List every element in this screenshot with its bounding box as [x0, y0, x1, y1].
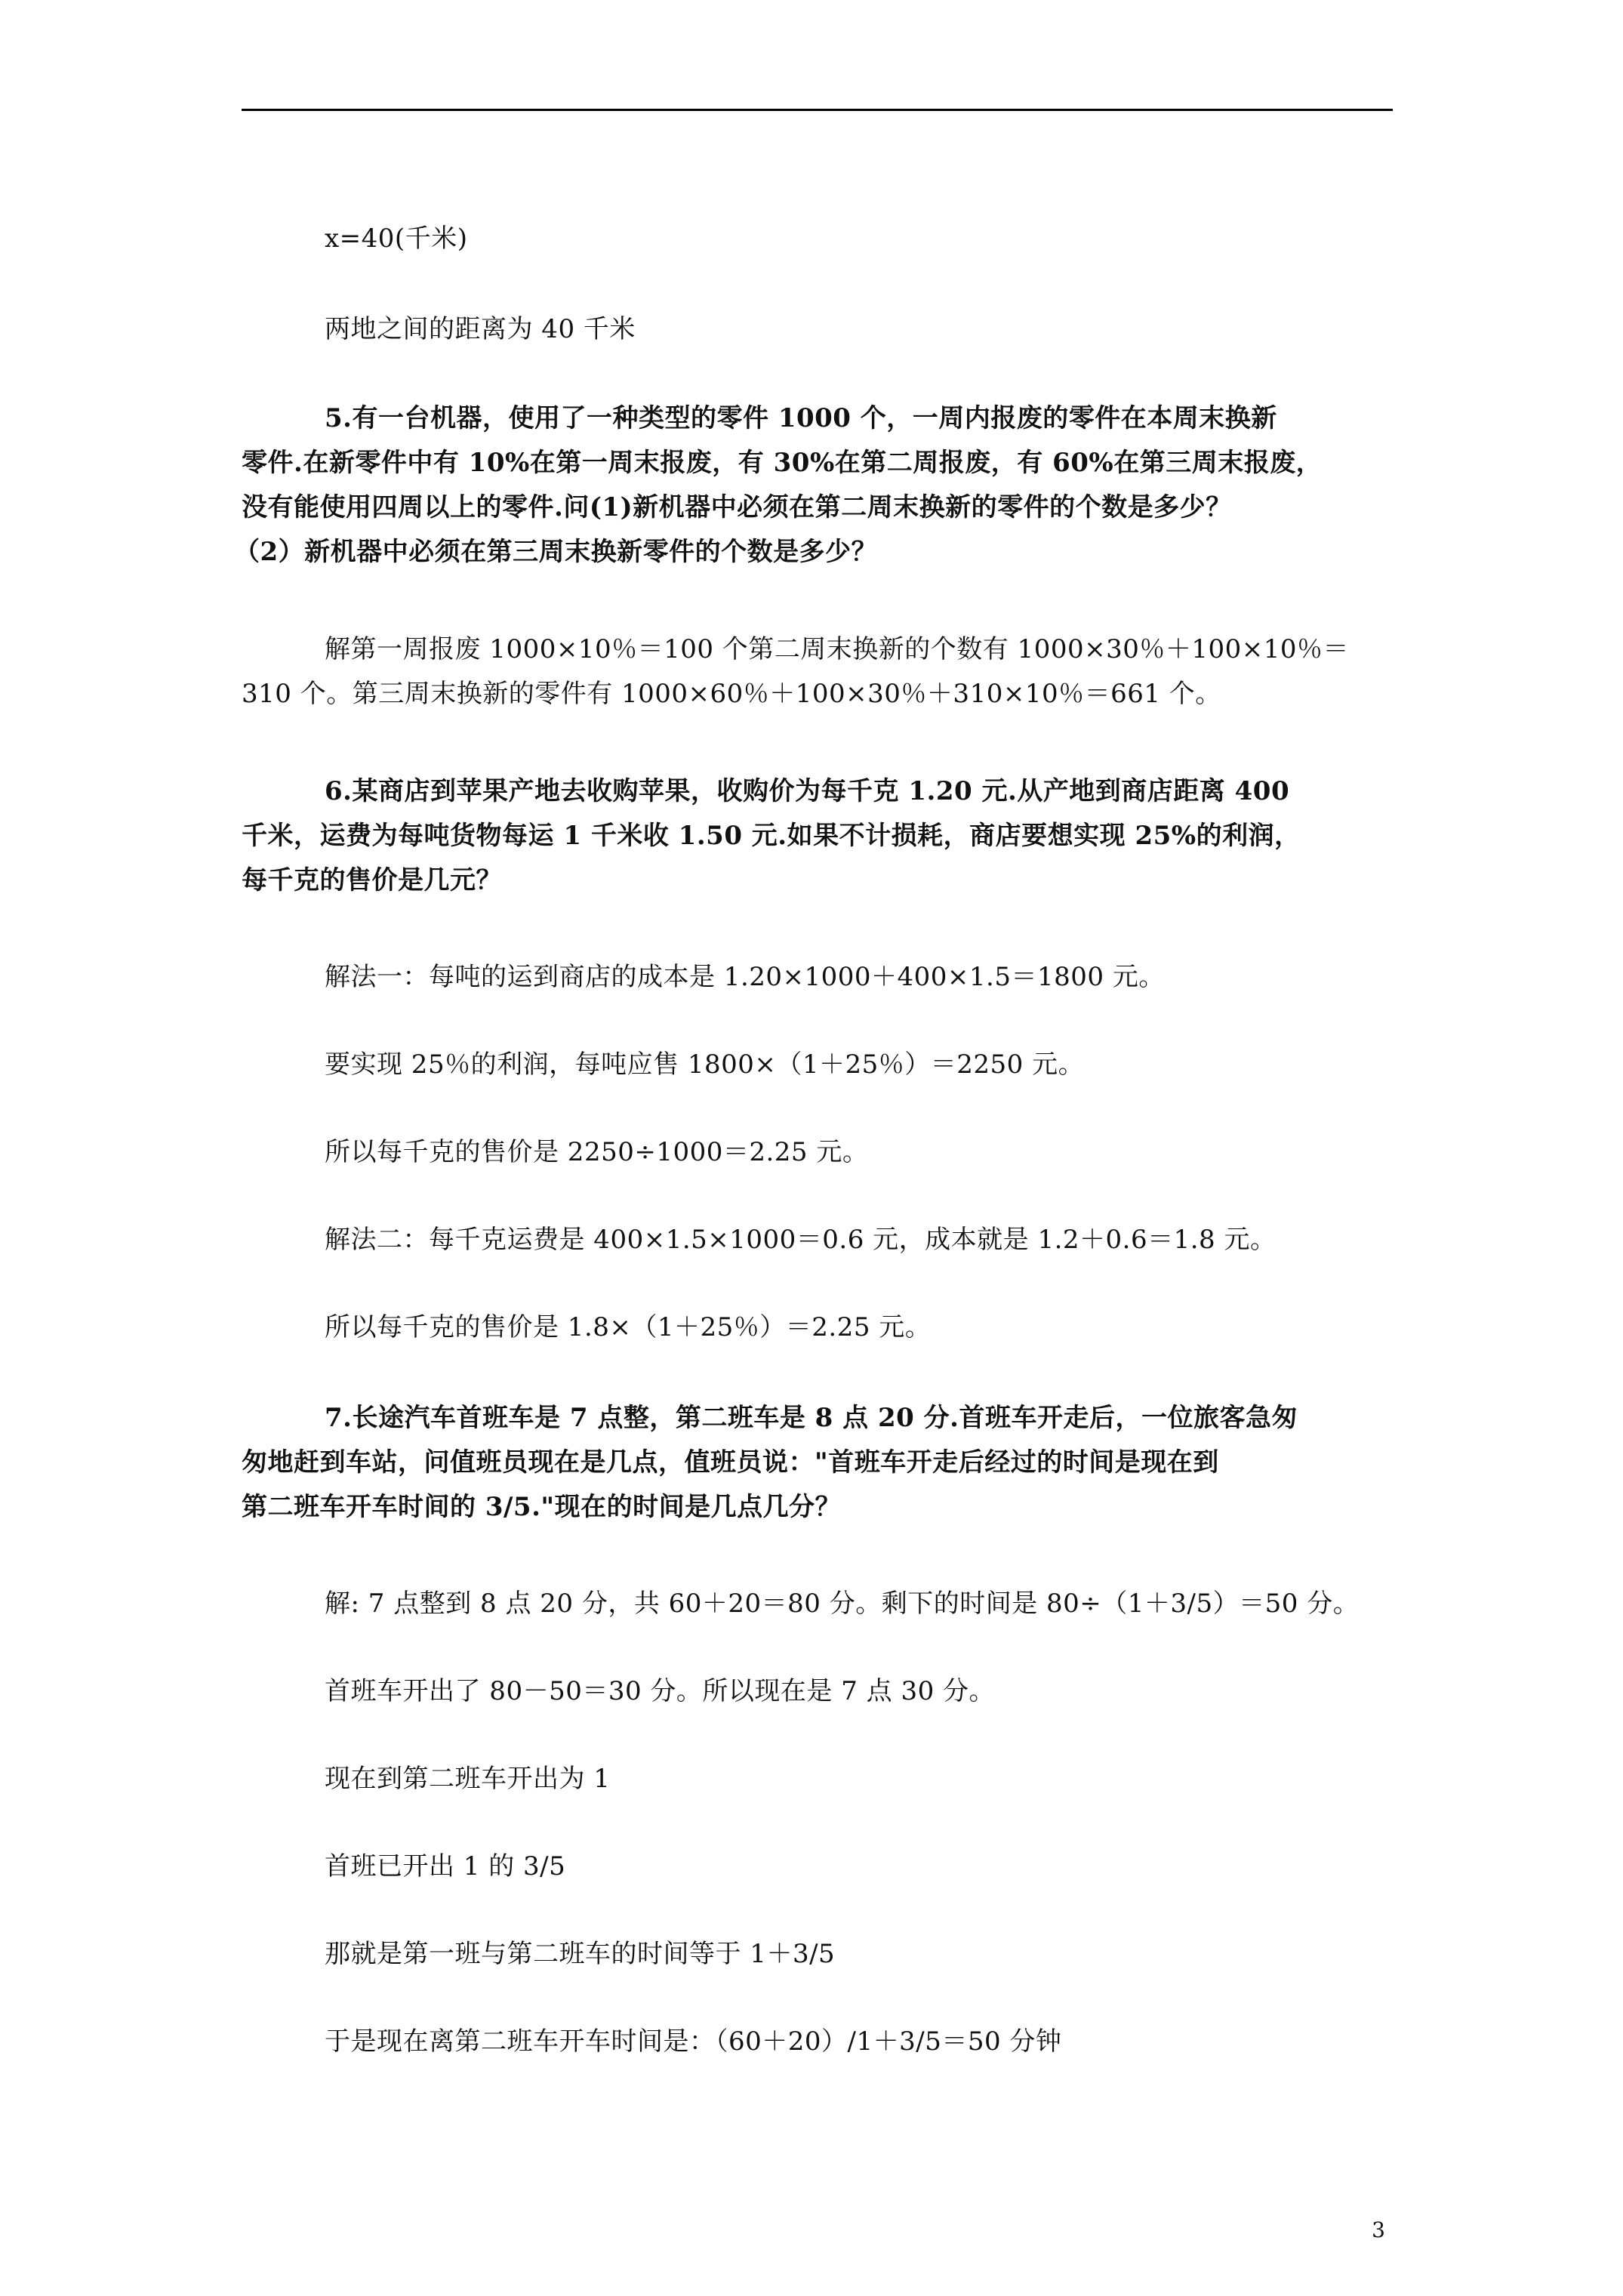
answer-line-x: x=40(千米): [325, 223, 468, 254]
header-rule: [242, 109, 1393, 111]
question-7-line-3: 第二班车开车时间的 3/5."现在的时间是几点几分？: [242, 1492, 842, 1522]
page-number: 3: [1372, 2217, 1385, 2242]
answer-7-line-6: 于是现在离第二班车开车时间是：（60＋20）/1＋3/5＝50 分钟: [325, 2026, 1062, 2057]
answer-6-method-1: 解法一：每吨的运到商店的成本是 1.20×1000＋400×1.5＝1800 元。: [325, 962, 1165, 992]
question-5-line-2: 零件.在新零件中有 10%在第一周末报废，有 30%在第二周报废，有 60%在第三周末报废，: [242, 448, 1323, 478]
answer-5-line-1: 解第一周报废 1000×10％＝100 个第二周末换新的个数有 1000×30％＋100×10％＝: [325, 634, 1350, 664]
answer-5-line-2: 310 个。第三周末换新的零件有 1000×60％＋100×30％＋310×10％＝661 个。: [242, 679, 1221, 709]
question-6-line-3: 每千克的售价是几元？: [242, 865, 502, 895]
question-7-line-2: 匆地赶到车站，问值班员现在是几点，值班员说："首班车开走后经过的时间是现在到: [242, 1447, 1219, 1478]
answer-7-line-3: 现在到第二班车开出为 1: [325, 1764, 611, 1794]
question-5-line-4: （2）新机器中必须在第三周末换新零件的个数是多少？: [234, 537, 878, 567]
answer-7-line-2: 首班车开出了 80－50＝30 分。所以现在是 7 点 30 分。: [325, 1676, 996, 1706]
answer-6-method-2: 解法二：每千克运费是 400×1.5×1000＝0.6 元，成本就是 1.2＋0.6＝1.8 元。: [325, 1225, 1277, 1255]
question-6-line-1: 6.某商店到苹果产地去收购苹果，收购价为每千克 1.20 元.从产地到商店距离 400: [325, 776, 1290, 806]
answer-7-line-4: 首班已开出 1 的 3/5: [325, 1851, 566, 1881]
answer-6-price-1: 所以每千克的售价是 2250÷1000＝2.25 元。: [325, 1137, 869, 1167]
question-5-line-3: 没有能使用四周以上的零件.问(1)新机器中必须在第二周末换新的零件的个数是多少？: [242, 492, 1232, 522]
question-5-line-1: 5.有一台机器，使用了一种类型的零件 1000 个，一周内报废的零件在本周末换新: [325, 403, 1277, 433]
answer-7-line-1: 解: 7 点整到 8 点 20 分，共 60＋20＝80 分。剩下的时间是 80÷（1＋3/5）＝50 分。: [325, 1589, 1360, 1619]
answer-6-price-2: 所以每千克的售价是 1.8×（1＋25％）＝2.25 元。: [325, 1312, 932, 1342]
question-7-line-1: 7.长途汽车首班车是 7 点整，第二班车是 8 点 20 分.首班车开走后，一位旅客急匆: [325, 1403, 1298, 1433]
answer-line-distance: 两地之间的距离为 40 千米: [325, 314, 636, 344]
answer-6-profit: 要实现 25％的利润，每吨应售 1800×（1＋25％）＝2250 元。: [325, 1049, 1085, 1080]
answer-7-line-5: 那就是第一班与第二班车的时间等于 1＋3/5: [325, 1939, 836, 1969]
question-6-line-2: 千米，运费为每吨货物每运 1 千米收 1.50 元.如果不计损耗，商店要想实现 25%的利润，: [242, 821, 1301, 851]
